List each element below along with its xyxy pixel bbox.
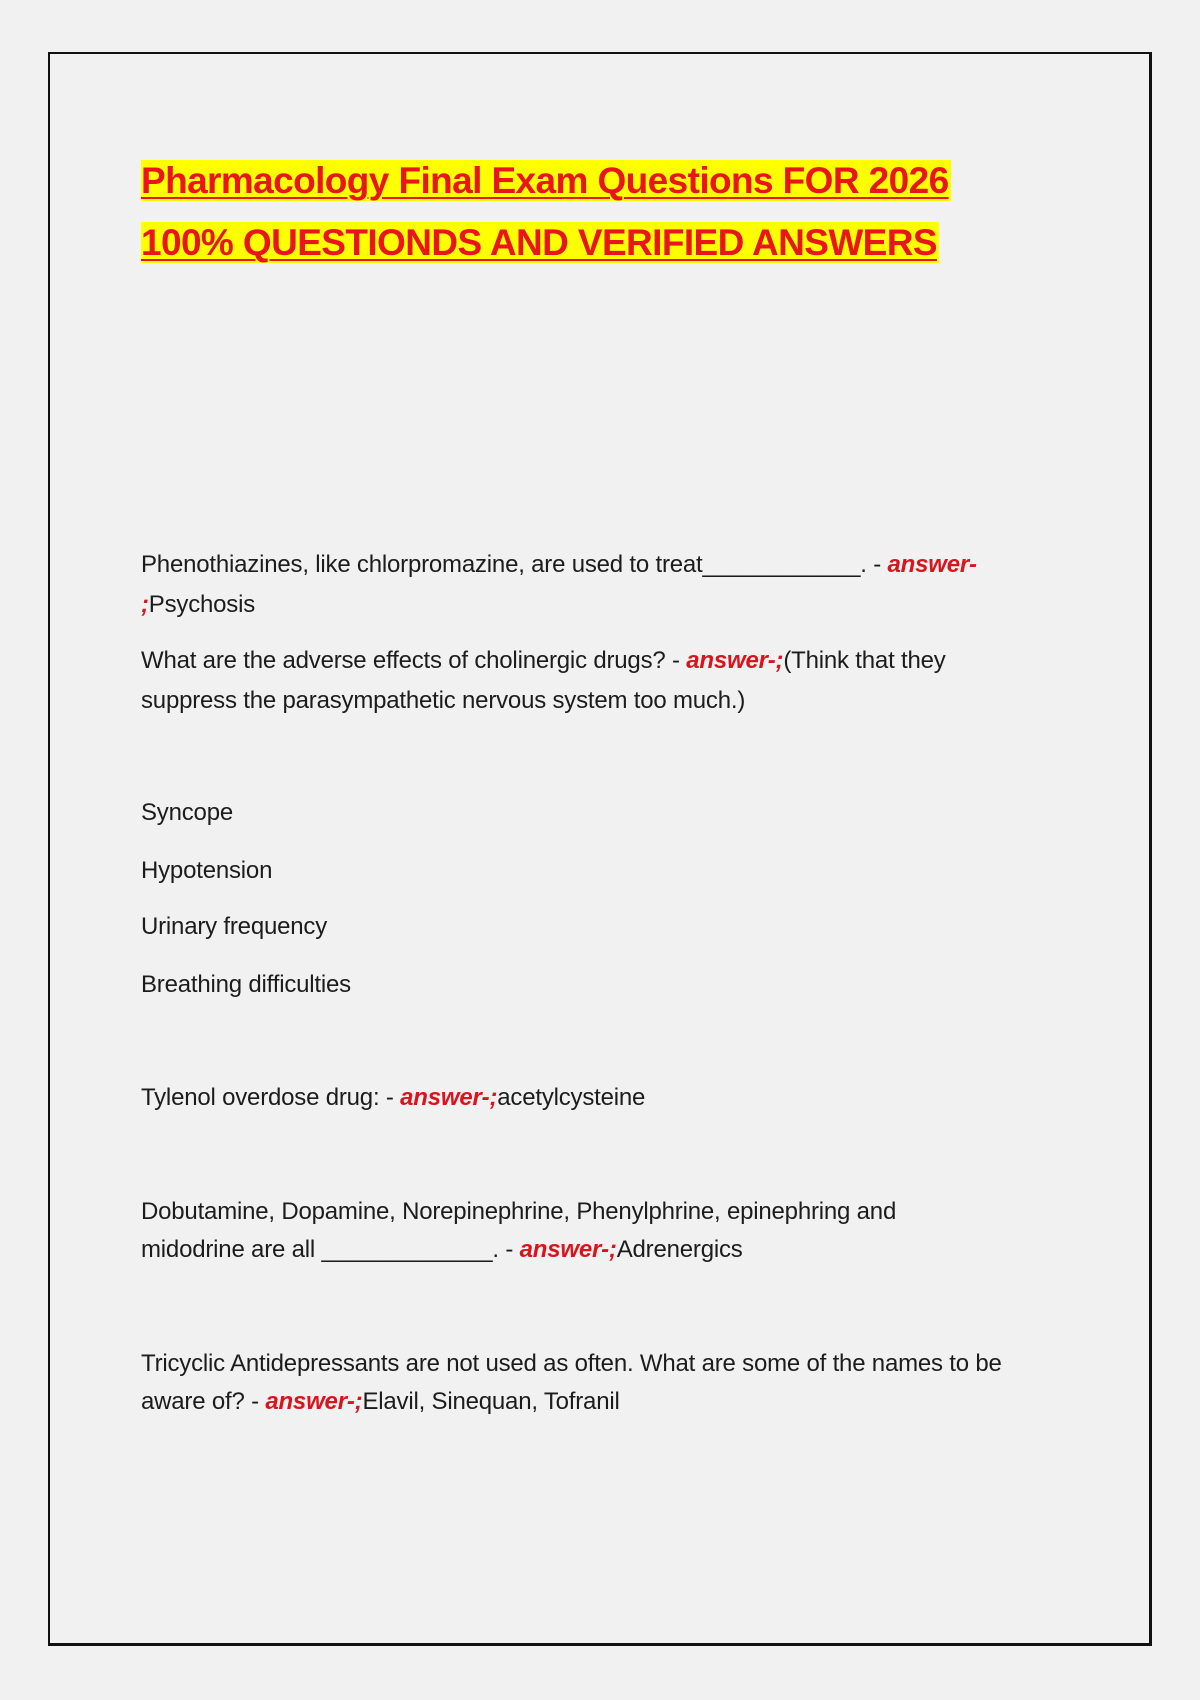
qa-item-1 [141, 545, 1041, 625]
list-item: Syncope [141, 799, 233, 826]
answer-text: (Think that they suppress the parasympathetic nervous system too much.) [141, 647, 946, 714]
answer-marker: answer-; [686, 647, 784, 674]
answer-text: Psychosis [148, 591, 256, 618]
document-title [141, 150, 1041, 274]
qa-item-4 [141, 1193, 991, 1269]
qa-item-3 [141, 1078, 1041, 1118]
list-item: Urinary frequency [141, 913, 328, 940]
question-text: Tylenol overdose drug: - [141, 1084, 401, 1111]
answer-marker: answer- [887, 551, 977, 578]
answer-marker: answer-; [265, 1388, 363, 1415]
answer-text: acetylcysteine [497, 1084, 646, 1111]
qa-item-5 [141, 1345, 1041, 1421]
answer-marker: answer-; [400, 1084, 498, 1111]
question-text: What are the adverse effects of cholinergic drugs? - [141, 647, 687, 674]
question-text: Tricyclic Antidepressants are not used as often. What are some of the names to be aware of? - [141, 1350, 1002, 1415]
question-text: Phenothiazines, like chlorpromazine, are used to treat____________. - [141, 551, 888, 578]
list-item: Breathing difficulties [141, 971, 351, 998]
list-item: Hypotension [141, 857, 273, 884]
title-line-1: Pharmacology Final Exam Questions FOR 2026 [141, 160, 949, 201]
qa-item-2 [141, 641, 1031, 721]
answer-text: Elavil, Sinequan, Tofranil [362, 1388, 620, 1415]
title-line-2: 100% QUESTIONDS AND VERIFIED ANSWERS [141, 222, 937, 263]
answer-text: Adrenergics [616, 1236, 743, 1263]
question-text: Dobutamine, Dopamine, Norepinephrine, Phenylphrine, epinephring and midodrine are all _____________. - [141, 1198, 897, 1263]
answer-marker: answer-; [519, 1236, 617, 1263]
answer-marker-end: ; [141, 591, 149, 618]
